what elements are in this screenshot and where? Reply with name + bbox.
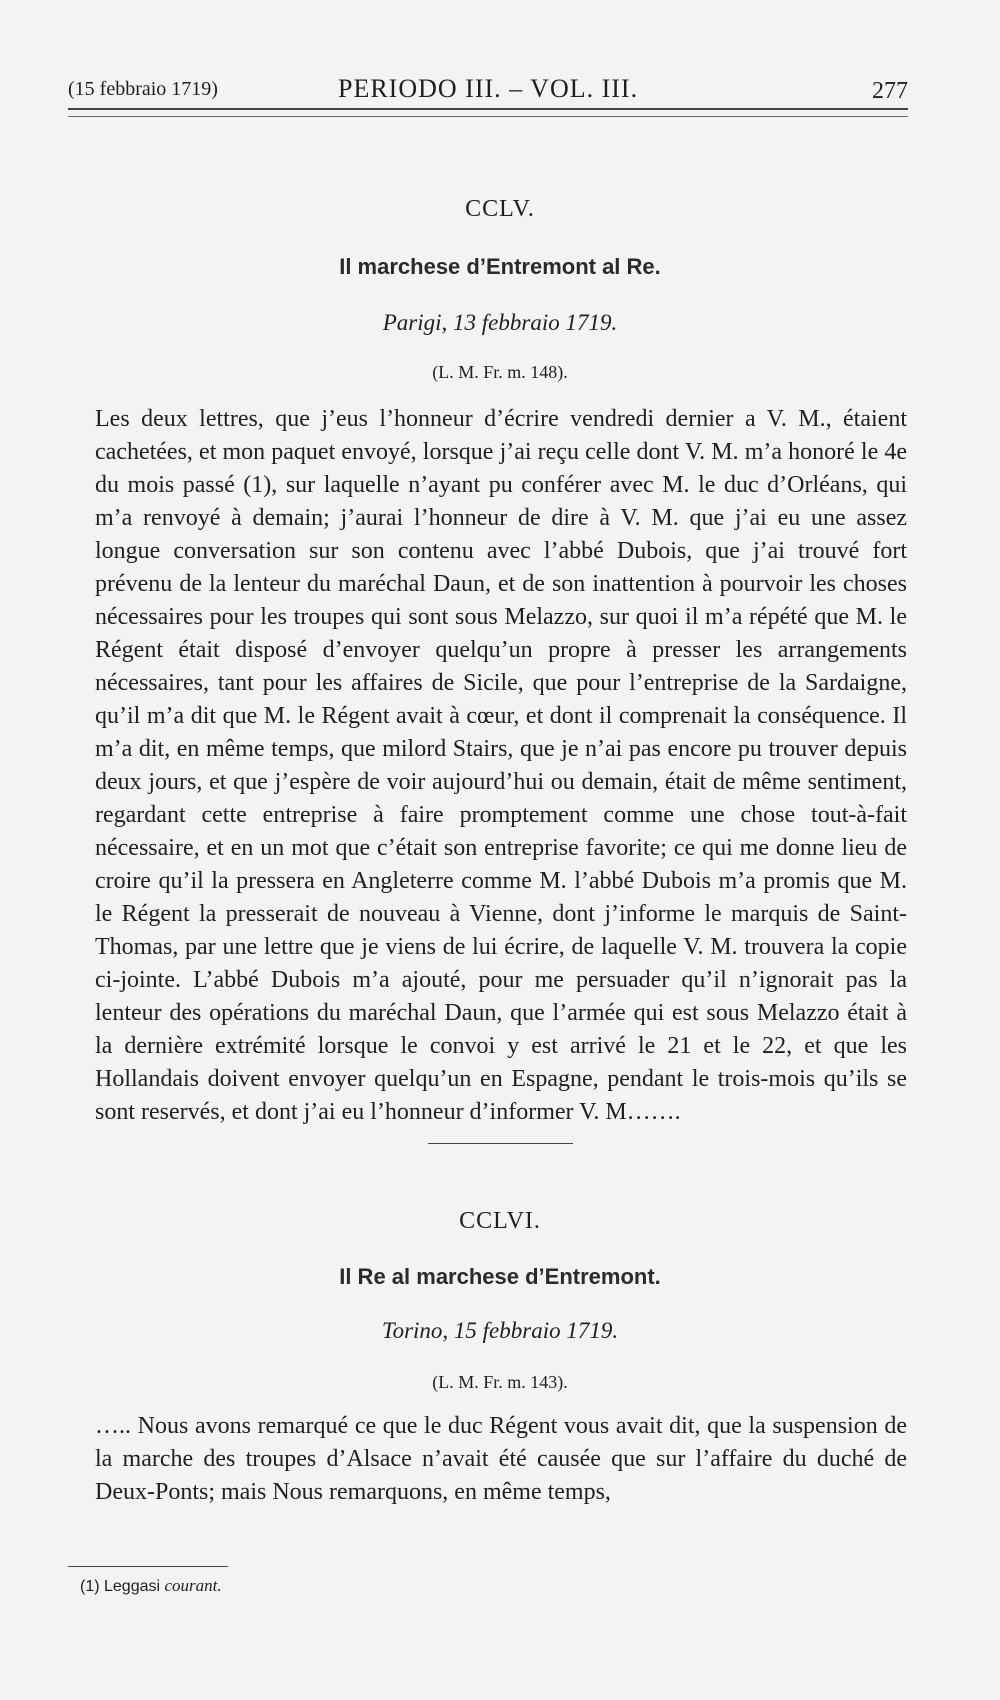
place-date: Parigi, 13 febbraio 1719. — [382, 310, 618, 335]
document-heading: Il Re al marchese d’Entremont. — [339, 1264, 661, 1289]
document-heading: Il marchese d’Entremont al Re. — [339, 254, 661, 279]
footnote-word: courant. — [164, 1576, 222, 1595]
footnote-rule — [68, 1566, 228, 1567]
page-number: 277 — [872, 78, 908, 104]
header-rule — [68, 108, 908, 110]
letter-body: ….. Nous avons remarqué ce que le duc Régent vous avait dit, que la suspension de la marche des troupes d’Alsace n’avait été causée que sur l’affaire du duché de Deux-Ponts; mais Nous remarquons, en même temps, — [95, 1413, 907, 1505]
running-header — [68, 74, 908, 110]
header-date: (15 febbraio 1719) — [68, 78, 218, 100]
header-rule-thin — [68, 116, 908, 117]
source-reference: (L. M. Fr. m. 143). — [432, 1372, 568, 1392]
document-number: CCLVI. — [459, 1208, 541, 1234]
section-divider — [428, 1143, 573, 1144]
footnote-marker: (1) Leggasi — [80, 1578, 161, 1595]
header-title: PERIODO III. – VOL. III. — [338, 74, 639, 103]
letter-body: Les deux lettres, que j’eus l’honneur d’écrire vendredi dernier a V. M., étaient cachetées, et mon paquet envoyé, lorsque j’ai reçu celle dont V. M. m’a honoré le 4e du mois passé (1), sur laquelle n’ayant pu conférer avec M. le duc d’Orléans, qui m’a renvoyé à demain; j’aurai l’honneur de dire à V. M. que j’ai eu une assez longue conversation sur son contenu avec l’abbé Dubois, que j’ai trouvé fort prévenu de la lenteur du maréchal Daun, et de son inattention à pourvoir les choses nécessaires pour les troupes qui sont sous Melazzo, sur quoi il m’a répété que M. le Régent était disposé d’envoyer quelqu’un propre à presser les arrangements nécessaires, tant pour les affaires de Sicile, que pour l’entreprise de la Sardaigne, qu’il m’a dit que M. le Régent avait à cœur, et dont il comprenait la conséquence. Il m’a dit, en même temps, que milord Stairs, que je n’ai pas encore pu trouver depuis deux jours, et que j’espère de voir aujourd’hui ou demain, était de même sentiment, regardant cette entreprise à faire promptement comme une chose tout-à-fait nécessaire, et en un mot que c’était son entreprise favorite; ce qui me donne lieu de croire qu’il la pressera en Angleterre comme M. l’abbé Dubois m’a promis que M. le Régent la presserait de nouveau à Vienne, dont j’informe le marquis de Saint-Thomas, par une lettre que je viens de lui écrire, de laquelle V. M. trouvera la copie ci-jointe. L’abbé Dubois m’a ajouté, pour me persuader qu’il n’ignorait pas la lenteur des opérations du maréchal Daun, que l’armée qui est sous Melazzo était à la dernière extrémité lorsque le convoi y est arrivé le 21 et le 22, et que les Hollandais doivent envoyer quelqu’un en Espagne, pendant le trois-mois qu’ils se sont reservés, et dont j’ai eu l’honneur d’informer V. M……. — [95, 406, 907, 1125]
place-date: Torino, 15 febbraio 1719. — [381, 1318, 619, 1343]
document-number: CCLV. — [465, 196, 535, 222]
footnote — [80, 1576, 222, 1596]
source-reference: (L. M. Fr. m. 148). — [432, 362, 568, 382]
